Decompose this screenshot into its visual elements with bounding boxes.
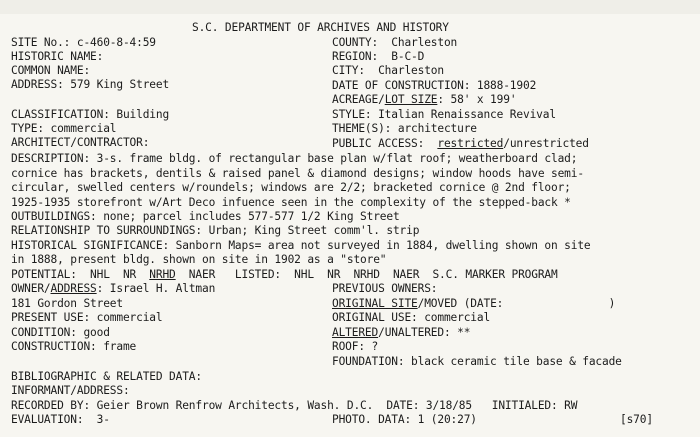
lot-size-label: LOT SIZE [384,93,438,106]
nrhd-selected: NRHD [149,268,176,281]
construction: CONSTRUCTION: frame [11,340,137,353]
photo-data: PHOTO. DATA: 1 (20:27) [332,413,477,426]
potential-listed [11,268,558,281]
description-line: circular, swelled centers w/roundels; windows are 2/2; bracketed cornice @ 2nd floor; [11,181,571,194]
site-number: SITE No.: c-460-8-4:59 [11,36,156,49]
type: TYPE: commercial [11,122,117,135]
listed-options: NAER LISTED: NHL NR NRHD NAER S.C. MARKER PROGRAM [175,268,558,281]
themes: THEME(S): architecture [332,122,477,135]
card-code: [s70] [620,413,653,426]
historical-significance: HISTORICAL SIGNIFICANCE: Sanborn Maps= area not surveyed in 1884, dwelling shown on site [11,239,591,252]
unaltered-value: /UNALTERED: ** [378,326,471,339]
relationship-to-surroundings: RELATIONSHIP TO SURROUNDINGS: Urban; King Street comm'l. strip [11,224,420,237]
condition: CONDITION: good [11,326,110,339]
original-site-moved [332,297,615,310]
description-line: 1925-1935 storefront w/Art Deco infuence seen in the complexity of the stepped-back * [11,196,571,209]
potential-label: POTENTIAL: NHL NR [11,268,150,281]
acreage-value: : 58' x 199' [437,93,517,106]
address: ADDRESS: 579 King Street [11,78,170,91]
owner-name: : Israel H. Altman [96,282,216,295]
altered-unaltered [332,326,470,339]
style: STYLE: Italian Renaissance Revival [332,108,556,121]
owner-street: 181 Gordon Street [11,297,123,310]
foundation: FOUNDATION: black ceramic tile base & facade [332,355,622,368]
historic-name: HISTORIC NAME: [11,50,104,63]
historical-significance-cont: in 1888, present bldg. shown on site in 1902 as a "store" [11,253,387,266]
card-top-edge [0,0,700,14]
unrestricted-value: /unrestricted [503,137,589,150]
city: CITY: Charleston [332,64,444,77]
recorded-by: RECORDED BY: Geier Brown Renfrow Architects, Wash. D.C. DATE: 3/18/85 INITIALED: RW [11,399,578,412]
original-site-label: ORIGINAL SITE [332,297,418,310]
altered-label: ALTERED [332,326,379,339]
informant-address: INFORMANT/ADDRESS: [11,384,130,397]
bibliographic-data: BIBLIOGRAPHIC & RELATED DATA: [11,370,202,383]
department-title: S.C. DEPARTMENT OF ARCHIVES AND HISTORY [192,21,449,34]
description-line: cornice has brackets, dentils & raised panel & diamond designs; window hoods have semi- [11,167,584,180]
common-name: COMMON NAME: [11,64,91,77]
address-label: ADDRESS [50,282,97,295]
architect-contractor: ARCHITECT/CONTRACTOR: [11,136,150,149]
acreage-label: ACREAGE/ [332,93,385,106]
outbuildings: OUTBUILDINGS: none; parcel includes 577-577 1/2 King Street [11,210,400,223]
previous-owners: PREVIOUS OWNERS: [332,282,438,295]
date-of-construction: DATE OF CONSTRUCTION: 1888-1902 [332,79,537,92]
present-use: PRESENT USE: commercial [11,311,163,324]
original-use: ORIGINAL USE: commercial [332,311,491,324]
classification: CLASSIFICATION: Building [11,108,170,121]
moved-date: /MOVED (DATE: ) [417,297,616,310]
description-line: DESCRIPTION: 3-s. frame bldg. of rectangular base plan w/flat roof; weatherboard clad; [11,152,578,165]
public-access-label: PUBLIC ACCESS: [332,137,438,150]
owner-label: OWNER/ [11,282,51,295]
county: COUNTY: Charleston [332,36,458,49]
public-access [332,137,589,150]
owner-address [11,282,215,295]
roof: ROOF: ? [332,340,379,353]
acreage-lot-size [332,93,516,106]
region: REGION: B-C-D [332,50,425,63]
restricted-value: restricted [437,137,504,150]
evaluation: EVALUATION: 3- [11,413,110,426]
